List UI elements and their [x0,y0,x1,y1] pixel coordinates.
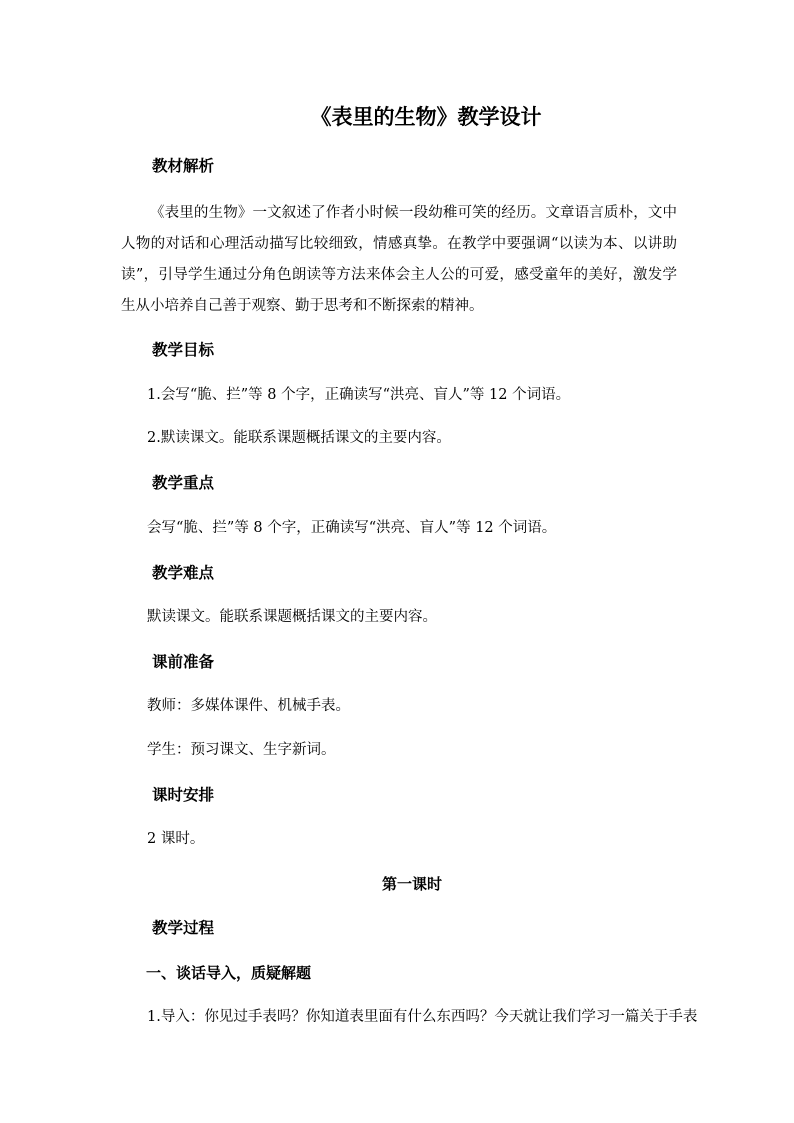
difficulties-text: 默读课文。能联系课题概括课文的主要内容。 [147,609,437,625]
schedule-text: 2 课时。 [147,831,205,847]
heading-goals: 教学目标 [152,340,215,359]
preparation-student: 学生：预习课文、生字新词。 [147,742,336,758]
heading-schedule: 课时安排 [152,785,215,804]
heading-preparation: 课前准备 [152,652,215,671]
step1-item-1: 1.导入：你见过手表吗？你知道表里面有什么东西吗？今天就让我们学习一篇关于手表 [147,1009,698,1025]
key-points-text: 会写“脆、拦”等 8 个字，正确读写“洪亮、盲人”等 12 个词语。 [147,520,557,536]
preparation-teacher: 教师：多媒体课件、机械手表。 [147,698,350,714]
goal-item-2: 2.默读课文。能联系课题概括课文的主要内容。 [147,430,451,446]
step1-heading: 一、谈话导入，质疑解题 [146,964,312,982]
lesson-heading: 第一课时 [381,875,442,893]
goal-item-1: 1.会写“脆、拦”等 8 个字，正确读写“洪亮、盲人”等 12 个词语。 [147,387,571,403]
document-title: 《表里的生物》教学设计 [310,104,542,129]
heading-analysis: 教材解析 [152,156,215,175]
heading-key-points: 教学重点 [152,473,215,492]
paragraph-analysis: 《表里的生物》一文叙述了作者小时候一段幼稚可笑的经历。文章语言质朴，文中人物的对话和心理活动描写比较细致，情感真挚。在教学中要强调“以读为本、以讲助读”，引导学生通过分角色朗读等方法来体会主人公的可爱，感受童年的美好，激发学生从小培养自己善于观察、勤于思考和不断探索的精神。 [121,205,677,314]
heading-process: 教学过程 [152,918,215,937]
heading-difficulties: 教学难点 [152,563,215,582]
